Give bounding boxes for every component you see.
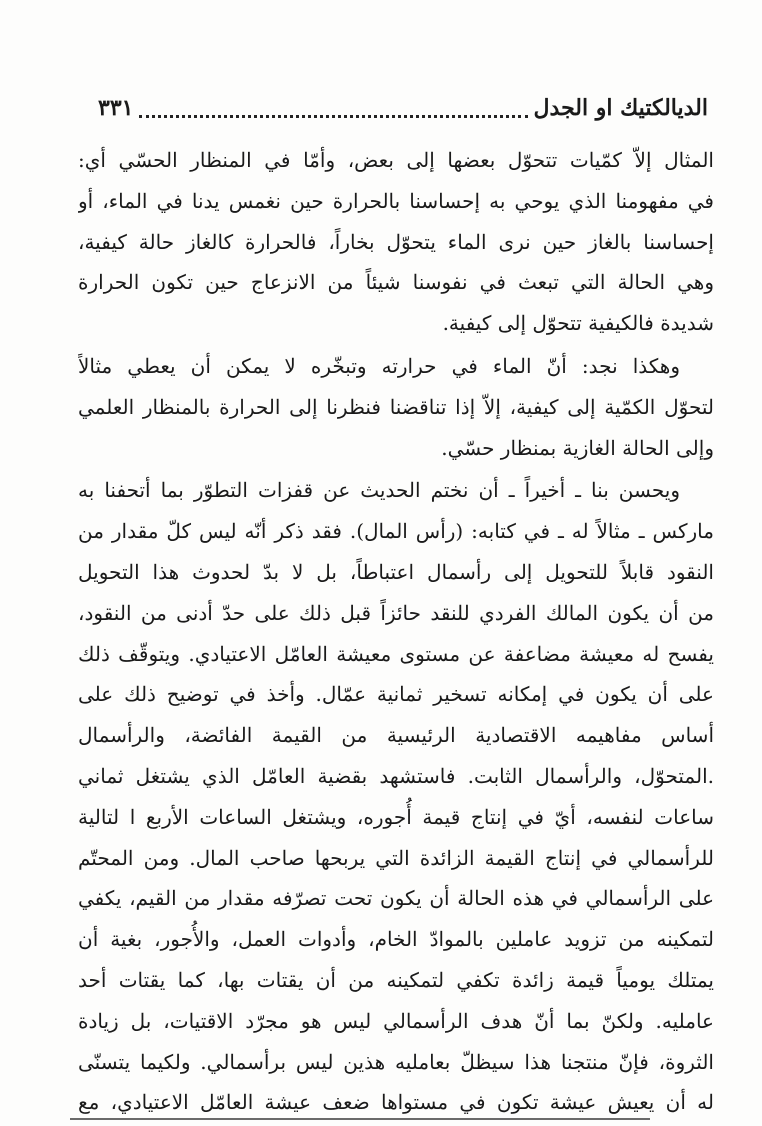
text-line: ماركس ـ مثالاً له ـ في كتابه: (رأس المال). فقد ذكر أنّه ليس كلّ مقدار من — [78, 519, 714, 544]
text-line: .المتحوّل، والرأسمال الثابت. فاستشهد بقضية العامّل الذي يشتغل ثماني — [78, 763, 714, 788]
text-line: له أن يعيش عيشة تكون في مستواها ضعف عيشة العامّل الاعتيادي، مع — [78, 1090, 714, 1115]
text-line: ويحسن بنا ـ أخيراً ـ أن نختم الحديث عن قفزات التطوّر بما أتحفنا به — [78, 478, 680, 503]
text-line: المثال إلاّ كمّيات تتحوّل بعضها إلى بعض، وأمّا في المنظار الحسّي أي: — [78, 148, 714, 172]
text-line: لتحوّل الكمّية إلى كيفية، إلاّ إذا تناقضنا فنظرنا إلى الحرارة بالمنظار العلمي — [78, 394, 714, 419]
text-line: على الرأسمالي في هذه الحالة أن يكون تحت تصرّفه مقدار من القيم، يكفي — [78, 886, 714, 911]
body-text — [78, 140, 714, 1123]
text-line: وهكذا نجد: أنّ الماء في حرارته وتبخّره لا يمكن أن يعطي مثالاً — [78, 353, 680, 378]
page-number: ٣٣١ — [98, 95, 134, 121]
text-line: أساس مفاهيمه الاقتصادية الرئيسية من القيمة الفائضة، والرأسمال — [78, 723, 714, 748]
text-line: عامليه. ولكنّ بما أنّ هدف الرأسمالي ليس هو مجرّد الاقتيات، بل زيادة — [78, 1008, 714, 1033]
text-line: لتمكينه من تزويد عاملين بالموادّ الخام، وأدوات العمل، والأُجور، بغية أن — [78, 927, 714, 952]
text-line: يفسح له معيشة مضاعفة عن مستوى معيشة العامّل الاعتيادي. ويتوقّف ذلك — [78, 641, 714, 666]
header-dot-leader — [139, 109, 527, 118]
running-header — [98, 88, 708, 128]
text-line: ساعات لنفسه، أيّ في إنتاج قيمة أُجوره، ويشتغل الساعات الأربع ا لتالية — [78, 804, 714, 829]
text-line: من أن يكون المالك الفردي للنقد حائزاً قبل ذلك على حدّ أدنى من النقود، — [78, 600, 714, 625]
header-title: الديالكتيك او الجدل — [533, 95, 708, 121]
text-line: وإلى الحالة الغازية بمنظار حسّي. — [441, 435, 714, 460]
text-line: على أن يكون في إمكانه تسخير ثمانية عمّال. وأخذ في توضيح ذلك على — [78, 682, 714, 707]
page-edge-rule — [70, 1118, 650, 1120]
text-line: الثروة، فإنّ منتجنا هذا سيظلّ بعامليه هذين ليس برأسمالي. ولكيما يتسنّى — [78, 1049, 714, 1074]
text-line: وهي الحالة التي تبعث في نفوسنا شيئاً من الانزعاج حين تكون الحرارة — [78, 270, 714, 295]
text-line: للرأسمالي في إنتاج القيمة الزائدة التي يربحها صاحب المال. ومن المحتّم — [78, 845, 714, 870]
text-line: النقود قابلاً للتحويل إلى رأسمال اعتباطاً، بل لا بدّ لحدوث هذا التحويل — [78, 559, 714, 584]
text-line: يمتلك يومياً قيمة زائدة تكفي لتمكينه من أن يقتات بها، كما يقتات أحد — [78, 967, 714, 992]
text-line: في مفهومنا الذي يوحي به إحساسنا بالحرارة حين نغمس يدنا في الماء، أو — [78, 188, 714, 213]
text-line: إحساسنا بالغاز حين نرى الماء يتحوّل بخاراً، فالحرارة كالغاز حالة كيفية، — [78, 229, 714, 254]
text-line: شديدة فالكيفية تتحوّل إلى كيفية. — [442, 311, 714, 336]
